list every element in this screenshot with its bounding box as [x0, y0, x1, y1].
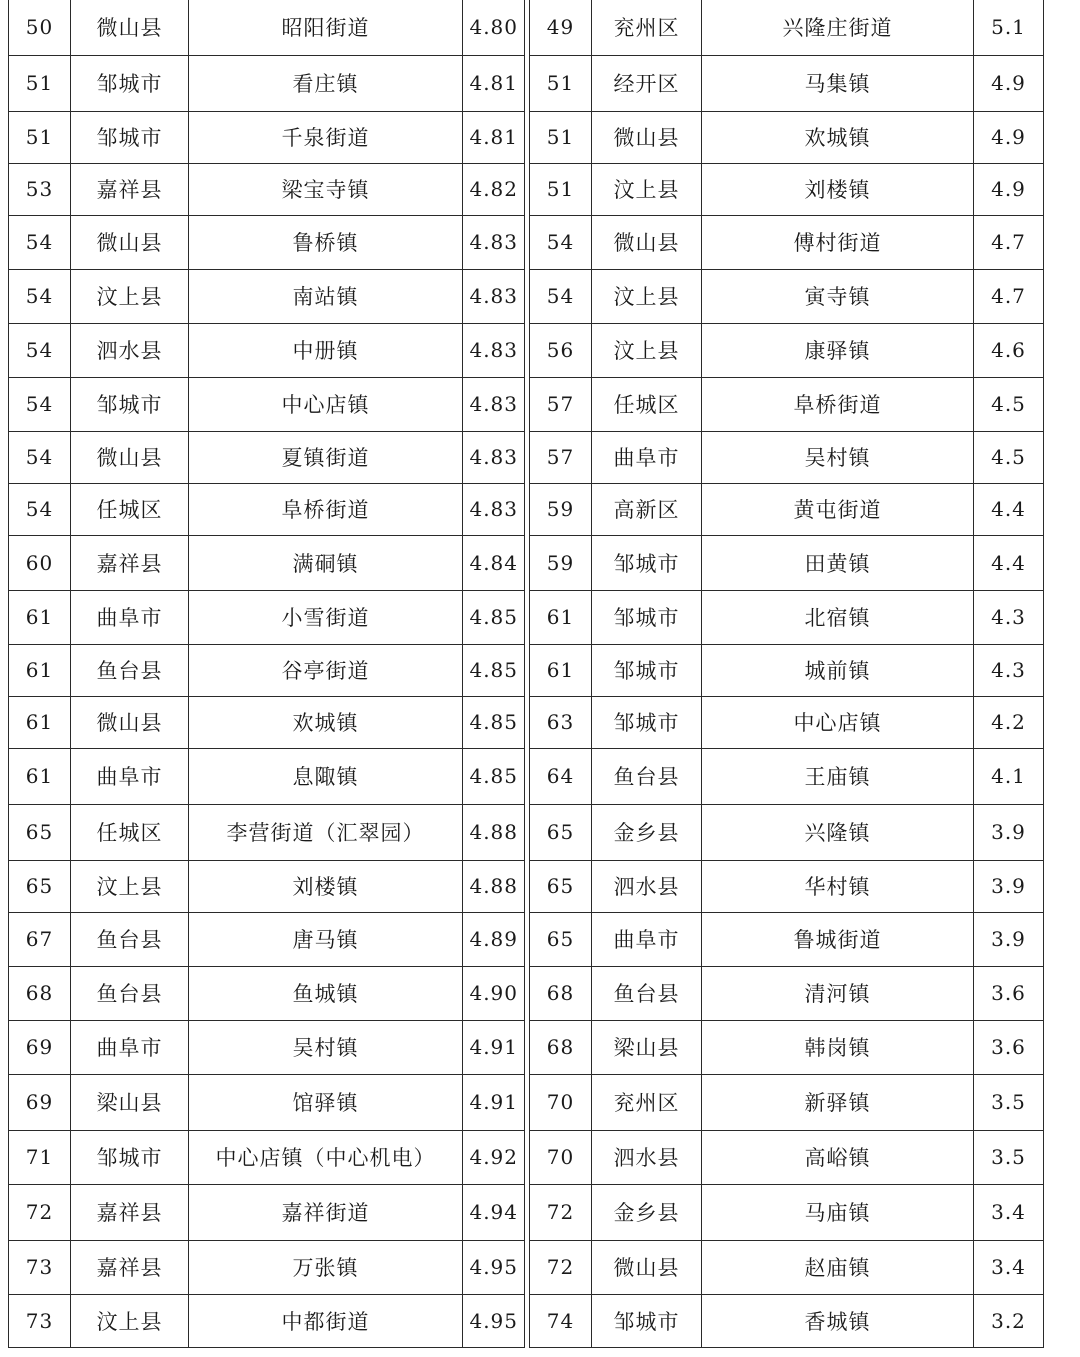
county-cell: 微山县	[71, 215, 189, 269]
town-cell: 满硐镇	[189, 535, 463, 590]
score-cell: 3.4	[974, 1240, 1044, 1294]
town-cell: 小雪街道	[189, 590, 463, 644]
rank-cell: 65	[530, 912, 592, 966]
county-cell: 嘉祥县	[71, 535, 189, 590]
town-cell: 清河镇	[702, 966, 974, 1020]
county-cell: 曲阜市	[71, 1020, 189, 1074]
town-cell: 傅村街道	[702, 215, 974, 269]
left-table-row	[9, 323, 525, 377]
rank-cell: 61	[9, 696, 71, 748]
town-cell: 赵庙镇	[702, 1240, 974, 1294]
score-cell: 4.1	[974, 748, 1044, 804]
score-cell: 4.90	[463, 966, 525, 1020]
town-cell: 千泉街道	[189, 111, 463, 163]
left-table-row	[9, 55, 525, 111]
right-table-body	[530, 0, 1044, 1347]
score-cell: 3.6	[974, 1020, 1044, 1074]
town-cell: 高峪镇	[702, 1130, 974, 1184]
right-table-row	[530, 111, 1044, 163]
left-table-row	[9, 804, 525, 860]
left-table-row	[9, 1130, 525, 1184]
left-table-row	[9, 1184, 525, 1240]
rank-cell: 54	[9, 483, 71, 535]
town-cell: 刘楼镇	[189, 860, 463, 912]
county-cell: 曲阜市	[71, 590, 189, 644]
rank-cell: 59	[530, 535, 592, 590]
county-cell: 梁山县	[592, 1020, 702, 1074]
score-cell: 4.83	[463, 431, 525, 483]
rank-cell: 51	[530, 163, 592, 215]
score-cell: 4.94	[463, 1184, 525, 1240]
county-cell: 邹城市	[592, 590, 702, 644]
town-cell: 刘楼镇	[702, 163, 974, 215]
rank-cell: 70	[530, 1130, 592, 1184]
rank-cell: 61	[530, 590, 592, 644]
county-cell: 邹城市	[71, 1130, 189, 1184]
county-cell: 任城区	[71, 804, 189, 860]
town-cell: 息陬镇	[189, 748, 463, 804]
left-table-row	[9, 483, 525, 535]
town-cell: 马庙镇	[702, 1184, 974, 1240]
town-cell: 寅寺镇	[702, 269, 974, 323]
rank-cell: 51	[530, 111, 592, 163]
left-table-row	[9, 860, 525, 912]
rank-cell: 68	[530, 966, 592, 1020]
left-ranking-table	[8, 0, 525, 1348]
right-table-row	[530, 804, 1044, 860]
score-cell: 4.80	[463, 0, 525, 55]
score-cell: 4.4	[974, 535, 1044, 590]
score-cell: 4.2	[974, 696, 1044, 748]
right-table-row	[530, 377, 1044, 431]
county-cell: 汶上县	[71, 1294, 189, 1347]
rank-cell: 73	[9, 1294, 71, 1347]
rank-cell: 72	[9, 1184, 71, 1240]
right-table-row	[530, 1240, 1044, 1294]
town-cell: 唐马镇	[189, 912, 463, 966]
county-cell: 汶上县	[71, 269, 189, 323]
county-cell: 泗水县	[71, 323, 189, 377]
county-cell: 曲阜市	[71, 748, 189, 804]
county-cell: 邹城市	[71, 55, 189, 111]
score-cell: 3.9	[974, 912, 1044, 966]
county-cell: 汶上县	[71, 860, 189, 912]
rank-cell: 54	[9, 377, 71, 431]
left-table-body	[9, 0, 525, 1347]
left-table-row	[9, 535, 525, 590]
rank-cell: 65	[530, 804, 592, 860]
left-table-row	[9, 748, 525, 804]
county-cell: 微山县	[592, 111, 702, 163]
town-cell: 中心店镇	[702, 696, 974, 748]
county-cell: 鱼台县	[592, 966, 702, 1020]
score-cell: 3.9	[974, 804, 1044, 860]
town-cell: 夏镇街道	[189, 431, 463, 483]
town-cell: 鲁桥镇	[189, 215, 463, 269]
town-cell: 吴村镇	[189, 1020, 463, 1074]
town-cell: 鲁城街道	[702, 912, 974, 966]
county-cell: 鱼台县	[71, 644, 189, 696]
right-table-row	[530, 1184, 1044, 1240]
county-cell: 鱼台县	[71, 912, 189, 966]
town-cell: 香城镇	[702, 1294, 974, 1347]
rank-cell: 65	[9, 804, 71, 860]
county-cell: 邹城市	[592, 644, 702, 696]
score-cell: 4.4	[974, 483, 1044, 535]
score-cell: 4.91	[463, 1074, 525, 1130]
town-cell: 兴隆镇	[702, 804, 974, 860]
rank-cell: 61	[9, 644, 71, 696]
county-cell: 汶上县	[592, 163, 702, 215]
right-table-row	[530, 269, 1044, 323]
score-cell: 3.6	[974, 966, 1044, 1020]
right-table-row	[530, 696, 1044, 748]
score-cell: 4.9	[974, 55, 1044, 111]
left-table-row	[9, 590, 525, 644]
right-table-row	[530, 431, 1044, 483]
right-table-row	[530, 590, 1044, 644]
town-cell: 谷亭街道	[189, 644, 463, 696]
county-cell: 微山县	[71, 696, 189, 748]
town-cell: 黄屯街道	[702, 483, 974, 535]
town-cell: 南站镇	[189, 269, 463, 323]
score-cell: 4.83	[463, 215, 525, 269]
score-cell: 4.85	[463, 696, 525, 748]
score-cell: 4.9	[974, 111, 1044, 163]
rank-cell: 61	[9, 590, 71, 644]
county-cell: 金乡县	[592, 1184, 702, 1240]
right-table-row	[530, 1020, 1044, 1074]
score-cell: 4.3	[974, 644, 1044, 696]
left-table-row	[9, 269, 525, 323]
right-table-row	[530, 483, 1044, 535]
score-cell: 4.89	[463, 912, 525, 966]
county-cell: 邹城市	[592, 1294, 702, 1347]
left-table-row	[9, 431, 525, 483]
score-cell: 3.5	[974, 1130, 1044, 1184]
rank-cell: 63	[530, 696, 592, 748]
right-ranking-table	[529, 0, 1044, 1348]
town-cell: 李营街道（汇翠园）	[189, 804, 463, 860]
score-cell: 4.88	[463, 860, 525, 912]
left-table-row	[9, 1240, 525, 1294]
rank-cell: 54	[530, 215, 592, 269]
score-cell: 4.84	[463, 535, 525, 590]
left-table-row	[9, 0, 525, 55]
rank-cell: 64	[530, 748, 592, 804]
rank-cell: 54	[9, 431, 71, 483]
right-table-row	[530, 55, 1044, 111]
score-cell: 4.85	[463, 590, 525, 644]
left-table-row	[9, 377, 525, 431]
rank-cell: 61	[530, 644, 592, 696]
rank-cell: 53	[9, 163, 71, 215]
score-cell: 4.5	[974, 431, 1044, 483]
left-table-row	[9, 696, 525, 748]
score-cell: 4.81	[463, 111, 525, 163]
rank-cell: 54	[9, 323, 71, 377]
right-table-row	[530, 860, 1044, 912]
town-cell: 阜桥街道	[189, 483, 463, 535]
county-cell: 兖州区	[592, 1074, 702, 1130]
rank-cell: 67	[9, 912, 71, 966]
town-cell: 梁宝寺镇	[189, 163, 463, 215]
rank-cell: 51	[9, 111, 71, 163]
county-cell: 嘉祥县	[71, 163, 189, 215]
county-cell: 邹城市	[71, 111, 189, 163]
rank-cell: 69	[9, 1020, 71, 1074]
score-cell: 4.5	[974, 377, 1044, 431]
county-cell: 经开区	[592, 55, 702, 111]
county-cell: 曲阜市	[592, 912, 702, 966]
county-cell: 邹城市	[71, 377, 189, 431]
town-cell: 鱼城镇	[189, 966, 463, 1020]
rank-cell: 50	[9, 0, 71, 55]
right-table-row	[530, 1074, 1044, 1130]
county-cell: 嘉祥县	[71, 1240, 189, 1294]
rank-cell: 57	[530, 431, 592, 483]
town-cell: 新驿镇	[702, 1074, 974, 1130]
county-cell: 微山县	[592, 215, 702, 269]
town-cell: 中都街道	[189, 1294, 463, 1347]
county-cell: 汶上县	[592, 269, 702, 323]
rank-cell: 70	[530, 1074, 592, 1130]
rank-cell: 56	[530, 323, 592, 377]
rank-cell: 60	[9, 535, 71, 590]
town-cell: 看庄镇	[189, 55, 463, 111]
county-cell: 兖州区	[592, 0, 702, 55]
county-cell: 任城区	[592, 377, 702, 431]
town-cell: 中心店镇	[189, 377, 463, 431]
score-cell: 4.92	[463, 1130, 525, 1184]
county-cell: 金乡县	[592, 804, 702, 860]
score-cell: 3.5	[974, 1074, 1044, 1130]
score-cell: 5.1	[974, 0, 1044, 55]
county-cell: 微山县	[592, 1240, 702, 1294]
town-cell: 中心店镇（中心机电）	[189, 1130, 463, 1184]
county-cell: 曲阜市	[592, 431, 702, 483]
score-cell: 4.9	[974, 163, 1044, 215]
county-cell: 嘉祥县	[71, 1184, 189, 1240]
county-cell: 泗水县	[592, 1130, 702, 1184]
town-cell: 中册镇	[189, 323, 463, 377]
town-cell: 昭阳街道	[189, 0, 463, 55]
left-table-row	[9, 1294, 525, 1347]
left-table-row	[9, 215, 525, 269]
rank-cell: 51	[9, 55, 71, 111]
rank-cell: 73	[9, 1240, 71, 1294]
rank-cell: 74	[530, 1294, 592, 1347]
town-cell: 华村镇	[702, 860, 974, 912]
left-table-row	[9, 644, 525, 696]
rank-cell: 54	[530, 269, 592, 323]
score-cell: 3.9	[974, 860, 1044, 912]
town-cell: 马集镇	[702, 55, 974, 111]
county-cell: 泗水县	[592, 860, 702, 912]
county-cell: 汶上县	[592, 323, 702, 377]
town-cell: 北宿镇	[702, 590, 974, 644]
county-cell: 微山县	[71, 431, 189, 483]
score-cell: 4.83	[463, 377, 525, 431]
right-table-row	[530, 163, 1044, 215]
rank-cell: 54	[9, 269, 71, 323]
town-cell: 馆驿镇	[189, 1074, 463, 1130]
score-cell: 4.82	[463, 163, 525, 215]
rank-cell: 72	[530, 1240, 592, 1294]
left-table-row	[9, 912, 525, 966]
score-cell: 4.95	[463, 1294, 525, 1347]
rank-cell: 54	[9, 215, 71, 269]
score-cell: 4.7	[974, 269, 1044, 323]
score-cell: 4.95	[463, 1240, 525, 1294]
town-cell: 兴隆庄街道	[702, 0, 974, 55]
rank-cell: 57	[530, 377, 592, 431]
town-cell: 田黄镇	[702, 535, 974, 590]
rank-cell: 65	[530, 860, 592, 912]
left-table-row	[9, 111, 525, 163]
town-cell: 嘉祥街道	[189, 1184, 463, 1240]
rank-cell: 68	[9, 966, 71, 1020]
county-cell: 梁山县	[71, 1074, 189, 1130]
county-cell: 邹城市	[592, 696, 702, 748]
county-cell: 鱼台县	[592, 748, 702, 804]
left-table-row	[9, 1074, 525, 1130]
county-cell: 鱼台县	[71, 966, 189, 1020]
score-cell: 4.83	[463, 323, 525, 377]
right-table-row	[530, 323, 1044, 377]
county-cell: 高新区	[592, 483, 702, 535]
left-table-row	[9, 163, 525, 215]
right-table-row	[530, 644, 1044, 696]
score-cell: 4.3	[974, 590, 1044, 644]
score-cell: 4.88	[463, 804, 525, 860]
right-table-row	[530, 535, 1044, 590]
town-cell: 阜桥街道	[702, 377, 974, 431]
town-cell: 康驿镇	[702, 323, 974, 377]
score-cell: 4.83	[463, 269, 525, 323]
rank-cell: 65	[9, 860, 71, 912]
county-cell: 微山县	[71, 0, 189, 55]
town-cell: 欢城镇	[189, 696, 463, 748]
score-cell: 3.4	[974, 1184, 1044, 1240]
score-cell: 4.83	[463, 483, 525, 535]
rank-cell: 59	[530, 483, 592, 535]
town-cell: 韩岗镇	[702, 1020, 974, 1074]
right-table-row	[530, 1294, 1044, 1347]
right-table-row	[530, 966, 1044, 1020]
town-cell: 万张镇	[189, 1240, 463, 1294]
right-table-row	[530, 1130, 1044, 1184]
right-table-row	[530, 215, 1044, 269]
right-table-row	[530, 912, 1044, 966]
county-cell: 邹城市	[592, 535, 702, 590]
rank-cell: 51	[530, 55, 592, 111]
rank-cell: 68	[530, 1020, 592, 1074]
rank-cell: 49	[530, 0, 592, 55]
score-cell: 4.81	[463, 55, 525, 111]
town-cell: 王庙镇	[702, 748, 974, 804]
county-cell: 任城区	[71, 483, 189, 535]
rank-cell: 71	[9, 1130, 71, 1184]
town-cell: 欢城镇	[702, 111, 974, 163]
left-table-row	[9, 966, 525, 1020]
score-cell: 4.85	[463, 644, 525, 696]
score-cell: 4.6	[974, 323, 1044, 377]
score-cell: 4.91	[463, 1020, 525, 1074]
rank-cell: 72	[530, 1184, 592, 1240]
town-cell: 城前镇	[702, 644, 974, 696]
score-cell: 4.85	[463, 748, 525, 804]
right-table-row	[530, 0, 1044, 55]
rank-cell: 61	[9, 748, 71, 804]
right-table-row	[530, 748, 1044, 804]
rank-cell: 69	[9, 1074, 71, 1130]
town-cell: 吴村镇	[702, 431, 974, 483]
score-cell: 3.2	[974, 1294, 1044, 1347]
score-cell: 4.7	[974, 215, 1044, 269]
left-table-row	[9, 1020, 525, 1074]
